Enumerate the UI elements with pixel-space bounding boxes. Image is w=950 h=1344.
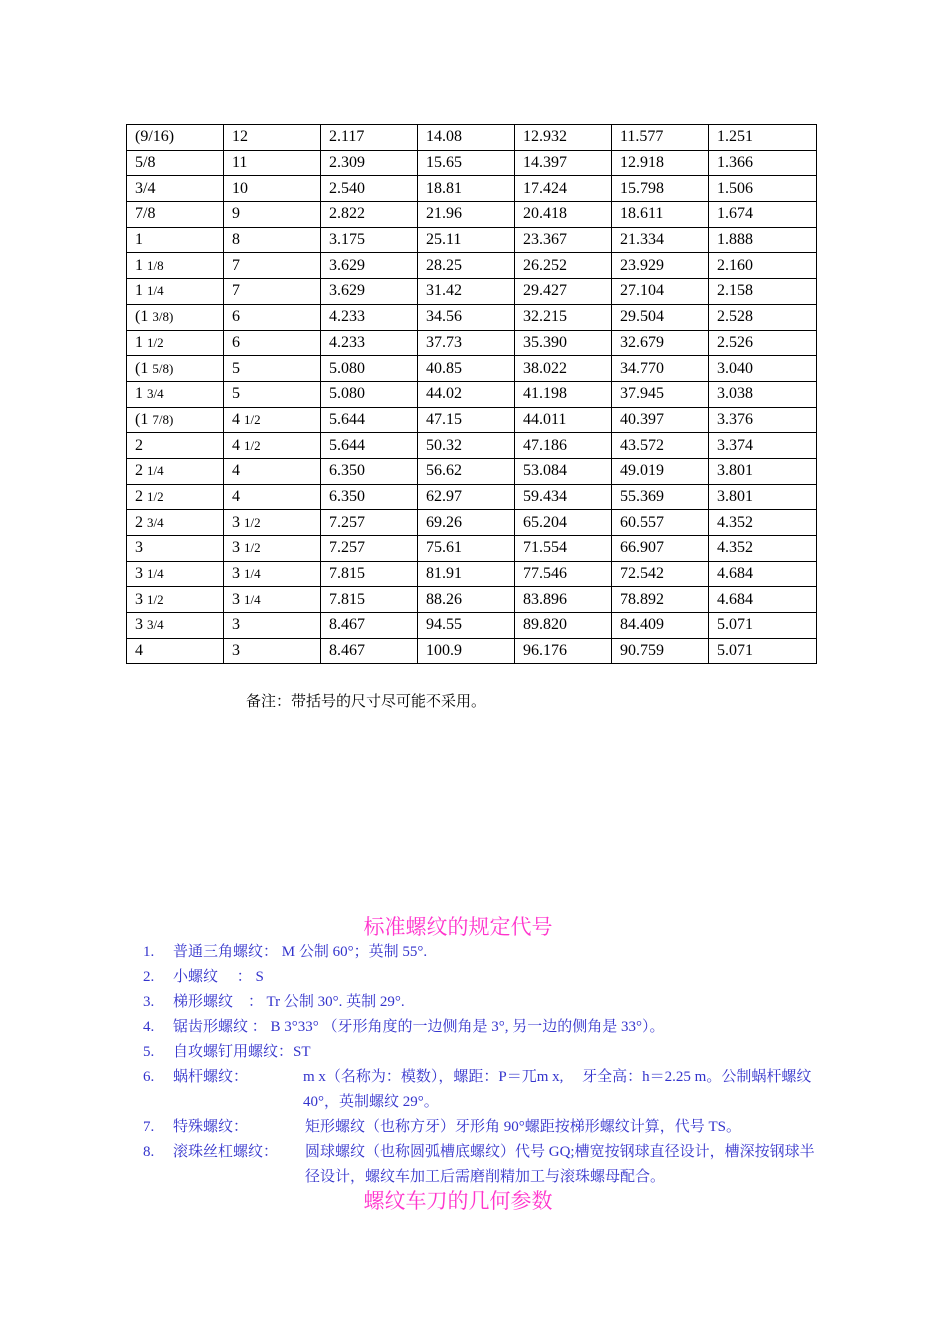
table-cell: 15.798 <box>612 176 709 202</box>
table-cell: 1 3/4 <box>127 381 224 407</box>
table-cell: 34.770 <box>612 356 709 382</box>
table-cell: 2 3/4 <box>127 510 224 536</box>
table-cell: 2.822 <box>321 202 418 228</box>
table-cell: 5/8 <box>127 150 224 176</box>
table-cell: 4 <box>224 484 321 510</box>
table-cell: 5.644 <box>321 407 418 433</box>
table-cell: 3.040 <box>709 356 817 382</box>
table-cell: 78.892 <box>612 587 709 613</box>
table-cell: 43.572 <box>612 433 709 459</box>
table-cell: 27.104 <box>612 279 709 305</box>
table-cell: 7.815 <box>321 561 418 587</box>
item-content: 矩形螺纹（也称方牙）牙形角 90°螺距按梯形螺纹计算，代号 TS。 <box>305 1119 742 1135</box>
table-row <box>127 638 817 664</box>
table-row <box>127 587 817 613</box>
table-cell: 8.467 <box>321 613 418 639</box>
table-cell: 29.427 <box>515 279 612 305</box>
table-cell: 3.629 <box>321 279 418 305</box>
table-cell: 5 <box>224 381 321 407</box>
table-cell: 56.62 <box>418 458 515 484</box>
table-row <box>127 125 817 151</box>
table-cell: 89.820 <box>515 613 612 639</box>
table-row <box>127 356 817 382</box>
table-cell: 100.9 <box>418 638 515 664</box>
list-item <box>143 940 823 965</box>
table-cell: 5.080 <box>321 381 418 407</box>
list-item <box>143 1140 823 1190</box>
table-cell: 25.11 <box>418 227 515 253</box>
table-cell: 4 <box>127 638 224 664</box>
item-content: Tr 公制 30°. 英制 29°. <box>266 994 405 1010</box>
table-cell: 41.198 <box>515 381 612 407</box>
table-cell: 12 <box>224 125 321 151</box>
table-cell: 26.252 <box>515 253 612 279</box>
table-cell: 1.506 <box>709 176 817 202</box>
table-cell: 2.540 <box>321 176 418 202</box>
table-cell: 50.32 <box>418 433 515 459</box>
table-note: 备注：带括号的尺寸尽可能不采用。 <box>246 694 487 710</box>
section-heading-tool-geometry: 螺纹车刀的几何参数 <box>363 1189 553 1213</box>
table-cell: 5.071 <box>709 638 817 664</box>
item-content: m x（名称为：模数），螺距：P＝兀m x, 牙全高：h＝2.25 m。公制蜗杆螺纹 40°，英制螺纹 29°。 <box>303 1069 812 1110</box>
table-cell: 2 1/4 <box>127 458 224 484</box>
table-cell: 3 <box>224 613 321 639</box>
item-number: 5. <box>143 1044 155 1060</box>
table-cell: 17.424 <box>515 176 612 202</box>
table-cell: 29.504 <box>612 304 709 330</box>
item-label: 滚珠丝杠螺纹： <box>173 1144 279 1160</box>
item-label: 特殊螺纹： <box>173 1119 249 1135</box>
table-cell: 4.352 <box>709 536 817 562</box>
table-cell: 71.554 <box>515 536 612 562</box>
section-heading-thread-codes: 标准螺纹的规定代号 <box>363 915 553 939</box>
table-cell: 6 <box>224 330 321 356</box>
table-row <box>127 484 817 510</box>
table-cell: 4 1/2 <box>224 433 321 459</box>
table-cell: 60.557 <box>612 510 709 536</box>
item-content: 圆球螺纹（也称圆弧槽底螺纹）代号 GQ;槽宽按钢球直径设计，槽深按钢球半径设计，螺纹车加工后需磨削精加工与滚珠螺母配合。 <box>305 1144 815 1185</box>
table-cell: 37.73 <box>418 330 515 356</box>
item-label: 小螺纹 ： <box>173 969 252 985</box>
item-number: 7. <box>143 1119 155 1135</box>
table-cell: 2.158 <box>709 279 817 305</box>
table-cell: 1.366 <box>709 150 817 176</box>
item-content: B 3°33° （牙形角度的一边侧角是 3°, 另一边的侧角是 33°）。 <box>270 1019 665 1035</box>
table-cell: 5.644 <box>321 433 418 459</box>
table-row <box>127 561 817 587</box>
table-cell: 1.674 <box>709 202 817 228</box>
table-cell: 88.26 <box>418 587 515 613</box>
table-cell: 1 1/4 <box>127 279 224 305</box>
list-item <box>143 1040 823 1065</box>
table-cell: 75.61 <box>418 536 515 562</box>
table-row <box>127 227 817 253</box>
thread-size-table <box>126 124 817 664</box>
item-number: 3. <box>143 994 155 1010</box>
table-cell: 44.02 <box>418 381 515 407</box>
table-cell: 6.350 <box>321 458 418 484</box>
table-cell: 66.907 <box>612 536 709 562</box>
table-cell: 3 1/2 <box>127 587 224 613</box>
table-cell: 1 <box>127 227 224 253</box>
table-cell: 3.629 <box>321 253 418 279</box>
table-cell: 2.309 <box>321 150 418 176</box>
table-cell: 83.896 <box>515 587 612 613</box>
table-cell: 2.528 <box>709 304 817 330</box>
list-item <box>143 1015 823 1040</box>
table-cell: 3 1/4 <box>224 587 321 613</box>
table-cell: 4.233 <box>321 304 418 330</box>
list-item <box>143 1065 823 1115</box>
list-item <box>143 965 823 990</box>
table-cell: 2.160 <box>709 253 817 279</box>
table-cell: 3.038 <box>709 381 817 407</box>
table-cell: 96.176 <box>515 638 612 664</box>
table-cell: 3 <box>127 536 224 562</box>
table-row <box>127 253 817 279</box>
table-cell: 8.467 <box>321 638 418 664</box>
table-cell: 34.56 <box>418 304 515 330</box>
table-cell: 3 1/4 <box>127 561 224 587</box>
table-cell: 11 <box>224 150 321 176</box>
table-cell: 81.91 <box>418 561 515 587</box>
table-cell: 72.542 <box>612 561 709 587</box>
table-cell: 5.080 <box>321 356 418 382</box>
thread-code-list <box>143 940 823 1190</box>
table-cell: 47.186 <box>515 433 612 459</box>
table-cell: 4 1/2 <box>224 407 321 433</box>
table-cell: 77.546 <box>515 561 612 587</box>
table-cell: 14.08 <box>418 125 515 151</box>
item-number: 2. <box>143 969 155 985</box>
item-label: 自攻螺钉用螺纹： <box>173 1044 294 1060</box>
table-row <box>127 330 817 356</box>
table-cell: (1 7/8) <box>127 407 224 433</box>
table-cell: 11.577 <box>612 125 709 151</box>
table-cell: 94.55 <box>418 613 515 639</box>
table-cell: 6.350 <box>321 484 418 510</box>
item-label: 锯齿形螺纹 ： <box>173 1019 267 1035</box>
list-item <box>143 990 823 1015</box>
table-cell: 53.084 <box>515 458 612 484</box>
table-cell: 3.801 <box>709 484 817 510</box>
table-cell: 3.175 <box>321 227 418 253</box>
table-cell: 1.888 <box>709 227 817 253</box>
table-cell: 10 <box>224 176 321 202</box>
table-row <box>127 279 817 305</box>
item-number: 1. <box>143 944 155 960</box>
table-cell: 6 <box>224 304 321 330</box>
table-cell: 3.376 <box>709 407 817 433</box>
table-cell: 7.815 <box>321 587 418 613</box>
table-cell: 4 <box>224 458 321 484</box>
table-cell: 2.117 <box>321 125 418 151</box>
table-cell: 3/4 <box>127 176 224 202</box>
table-cell: 59.434 <box>515 484 612 510</box>
table-cell: 7/8 <box>127 202 224 228</box>
table-cell: 23.929 <box>612 253 709 279</box>
table-cell: 40.85 <box>418 356 515 382</box>
table-cell: 21.96 <box>418 202 515 228</box>
table-cell: 37.945 <box>612 381 709 407</box>
table-row <box>127 176 817 202</box>
table-body <box>127 125 817 664</box>
table-cell: 8 <box>224 227 321 253</box>
table-cell: 5.071 <box>709 613 817 639</box>
table-cell: 32.679 <box>612 330 709 356</box>
table-cell: 3.374 <box>709 433 817 459</box>
table-cell: 20.418 <box>515 202 612 228</box>
table-cell: 69.26 <box>418 510 515 536</box>
item-number: 8. <box>143 1144 155 1160</box>
item-label: 蜗杆螺纹： <box>173 1069 249 1085</box>
table-cell: 3 3/4 <box>127 613 224 639</box>
table-cell: 7 <box>224 279 321 305</box>
table-row <box>127 304 817 330</box>
table-cell: 12.918 <box>612 150 709 176</box>
table-cell: 18.611 <box>612 202 709 228</box>
table-cell: 7 <box>224 253 321 279</box>
table-cell: 1 1/8 <box>127 253 224 279</box>
table-row <box>127 536 817 562</box>
table-cell: 7.257 <box>321 536 418 562</box>
table-cell: 31.42 <box>418 279 515 305</box>
table-cell: (9/16) <box>127 125 224 151</box>
item-content: S <box>255 969 264 985</box>
table-cell: 84.409 <box>612 613 709 639</box>
table-cell: 1.251 <box>709 125 817 151</box>
table-row <box>127 381 817 407</box>
item-label: 梯形螺纹 ： <box>173 994 264 1010</box>
table-cell: 4.684 <box>709 561 817 587</box>
table-cell: 21.334 <box>612 227 709 253</box>
item-label: 普通三角螺纹： <box>173 944 279 960</box>
table-cell: 1 1/2 <box>127 330 224 356</box>
table-cell: 4.233 <box>321 330 418 356</box>
table-cell: 3.801 <box>709 458 817 484</box>
table-cell: 49.019 <box>612 458 709 484</box>
table-cell: (1 3/8) <box>127 304 224 330</box>
table-cell: 2 <box>127 433 224 459</box>
table-cell: 4.684 <box>709 587 817 613</box>
table-cell: 3 1/4 <box>224 561 321 587</box>
table-cell: 38.022 <box>515 356 612 382</box>
table-cell: 7.257 <box>321 510 418 536</box>
table-cell: 14.397 <box>515 150 612 176</box>
table-cell: 47.15 <box>418 407 515 433</box>
table-cell: 2 1/2 <box>127 484 224 510</box>
item-number: 6. <box>143 1069 155 1085</box>
table-cell: (1 5/8) <box>127 356 224 382</box>
table-row <box>127 150 817 176</box>
table-cell: 5 <box>224 356 321 382</box>
table-cell: 28.25 <box>418 253 515 279</box>
list-item <box>143 1115 823 1140</box>
table-cell: 90.759 <box>612 638 709 664</box>
item-content: M 公制 60°；英制 55°. <box>281 944 428 960</box>
item-number: 4. <box>143 1019 155 1035</box>
table-cell: 2.526 <box>709 330 817 356</box>
table-row <box>127 613 817 639</box>
table-cell: 4.352 <box>709 510 817 536</box>
table-cell: 23.367 <box>515 227 612 253</box>
table-cell: 3 1/2 <box>224 536 321 562</box>
table-cell: 9 <box>224 202 321 228</box>
table-cell: 3 <box>224 638 321 664</box>
table-cell: 65.204 <box>515 510 612 536</box>
table-row <box>127 510 817 536</box>
item-content: ST <box>293 1044 311 1060</box>
table-row <box>127 433 817 459</box>
table-cell: 40.397 <box>612 407 709 433</box>
table-cell: 35.390 <box>515 330 612 356</box>
table-row <box>127 458 817 484</box>
table-cell: 32.215 <box>515 304 612 330</box>
table-row <box>127 202 817 228</box>
table-cell: 44.011 <box>515 407 612 433</box>
table-cell: 18.81 <box>418 176 515 202</box>
table-cell: 15.65 <box>418 150 515 176</box>
table-cell: 62.97 <box>418 484 515 510</box>
table-cell: 55.369 <box>612 484 709 510</box>
table-cell: 3 1/2 <box>224 510 321 536</box>
table-cell: 12.932 <box>515 125 612 151</box>
table-row <box>127 407 817 433</box>
